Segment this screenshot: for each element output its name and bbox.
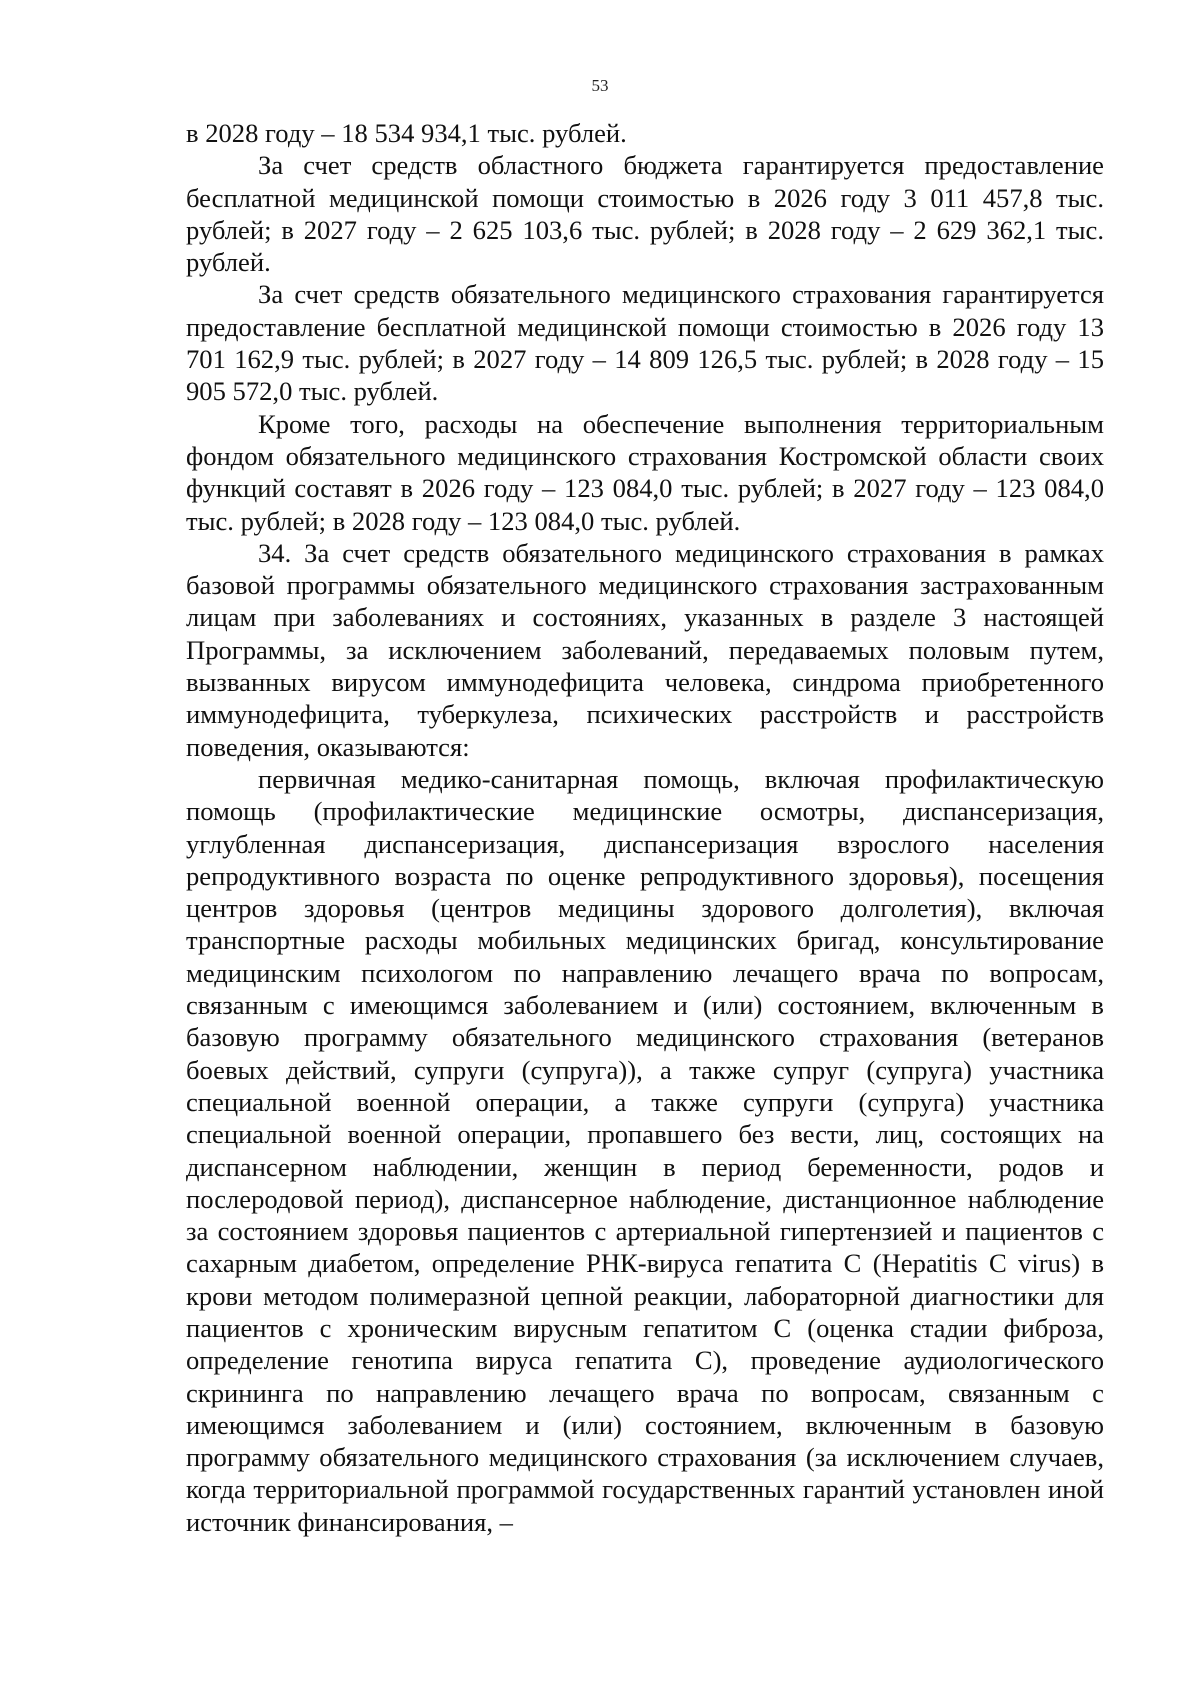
- paragraph-oms-funding: За счет средств обязательного медицинского страхования гарантируется предоставление бесплатной медицинской помощи стоимостью в 2026 году 13 701 162,9 тыс. рублей; в 2027 году – 14 809 126,5 тыс. рублей; в 2028 году – 15 905 572,0 тыс. рублей.: [186, 279, 1104, 407]
- body-text: [186, 117, 1104, 1538]
- paragraph-tfoms-expenses: Кроме того, расходы на обеспечение выполнения территориальным фондом обязательного медицинского страхования Костромской области своих функций составят в 2026 году – 123 084,0 тыс. рублей; в 2027 году – 123 084,0 тыс. рублей; в 2028 году – 123 084,0 тыс. рублей.: [186, 408, 1104, 536]
- paragraph-section-34: 34. За счет средств обязательного медицинского страхования в рамках базовой программы обязательного медицинского страхования застрахованным лицам при заболеваниях и состояниях, указанных в разделе 3 настоящей Программы, за исключением заболеваний, передаваемых половым путем, вызванных вирусом иммунодефицита человека, синдрома приобретенного иммунодефицита, туберкулеза, психических расстройств и расстройств поведения, оказываются:: [186, 537, 1104, 762]
- page-number: 53: [591, 76, 609, 95]
- paragraph-regional-budget: За счет средств областного бюджета гарантируется предоставление бесплатной медицинской помощи стоимостью в 2026 году 3 011 457,8 тыс. рублей; в 2027 году – 2 625 103,6 тыс. рублей; в 2028 году – 2 629 362,1 тыс. рублей.: [186, 150, 1104, 278]
- paragraph-continuation: в 2028 году – 18 534 934,1 тыс. рублей.: [186, 118, 627, 148]
- paragraph-primary-care: первичная медико-санитарная помощь, включая профилактическую помощь (профилактические медицинские осмотры, диспансеризация, углубленная диспансеризация, диспансеризация взрослого населения репродуктивного возраста по оценке репродуктивного здоровья), посещения центров здоровья (центров медицины здорового долголетия), включая транспортные расходы мобильных медицинских бригад, консультирование медицинским психологом по направлению лечащего врача по вопросам, связанным с имеющимся заболеванием и (или) состоянием, включенным в базовую программу обязательного медицинского страхования (ветеранов боевых действий, супруги (супруга)), а также супруг (супруга) участника специальной военной операции, а также супруги (супруга) участника специальной военной операции, пропавшего без вести, лиц, состоящих на диспансерном наблюдении, женщин в период беременности, родов и послеродовой период), диспансерное наблюдение, дистанционное наблюдение за состоянием здоровья пациентов с артериальной гипертензией и пациентов с сахарным диабетом, определение РНК-вируса гепатита С (Hepatitis C virus) в крови методом полимеразной цепной реакции, лабораторной диагностики для пациентов с хроническим вирусным гепатитом С (оценка стадии фиброза, определение генотипа вируса гепатита С), проведение аудиологического скрининга по направлению лечащего врача по вопросам, связанным с имеющимся заболеванием и (или) состоянием, включенным в базовую программу обязательного медицинского страхования (за исключением случаев, когда территориальной программой государственных гарантий установлен иной источник финансирования, –: [186, 763, 1104, 1537]
